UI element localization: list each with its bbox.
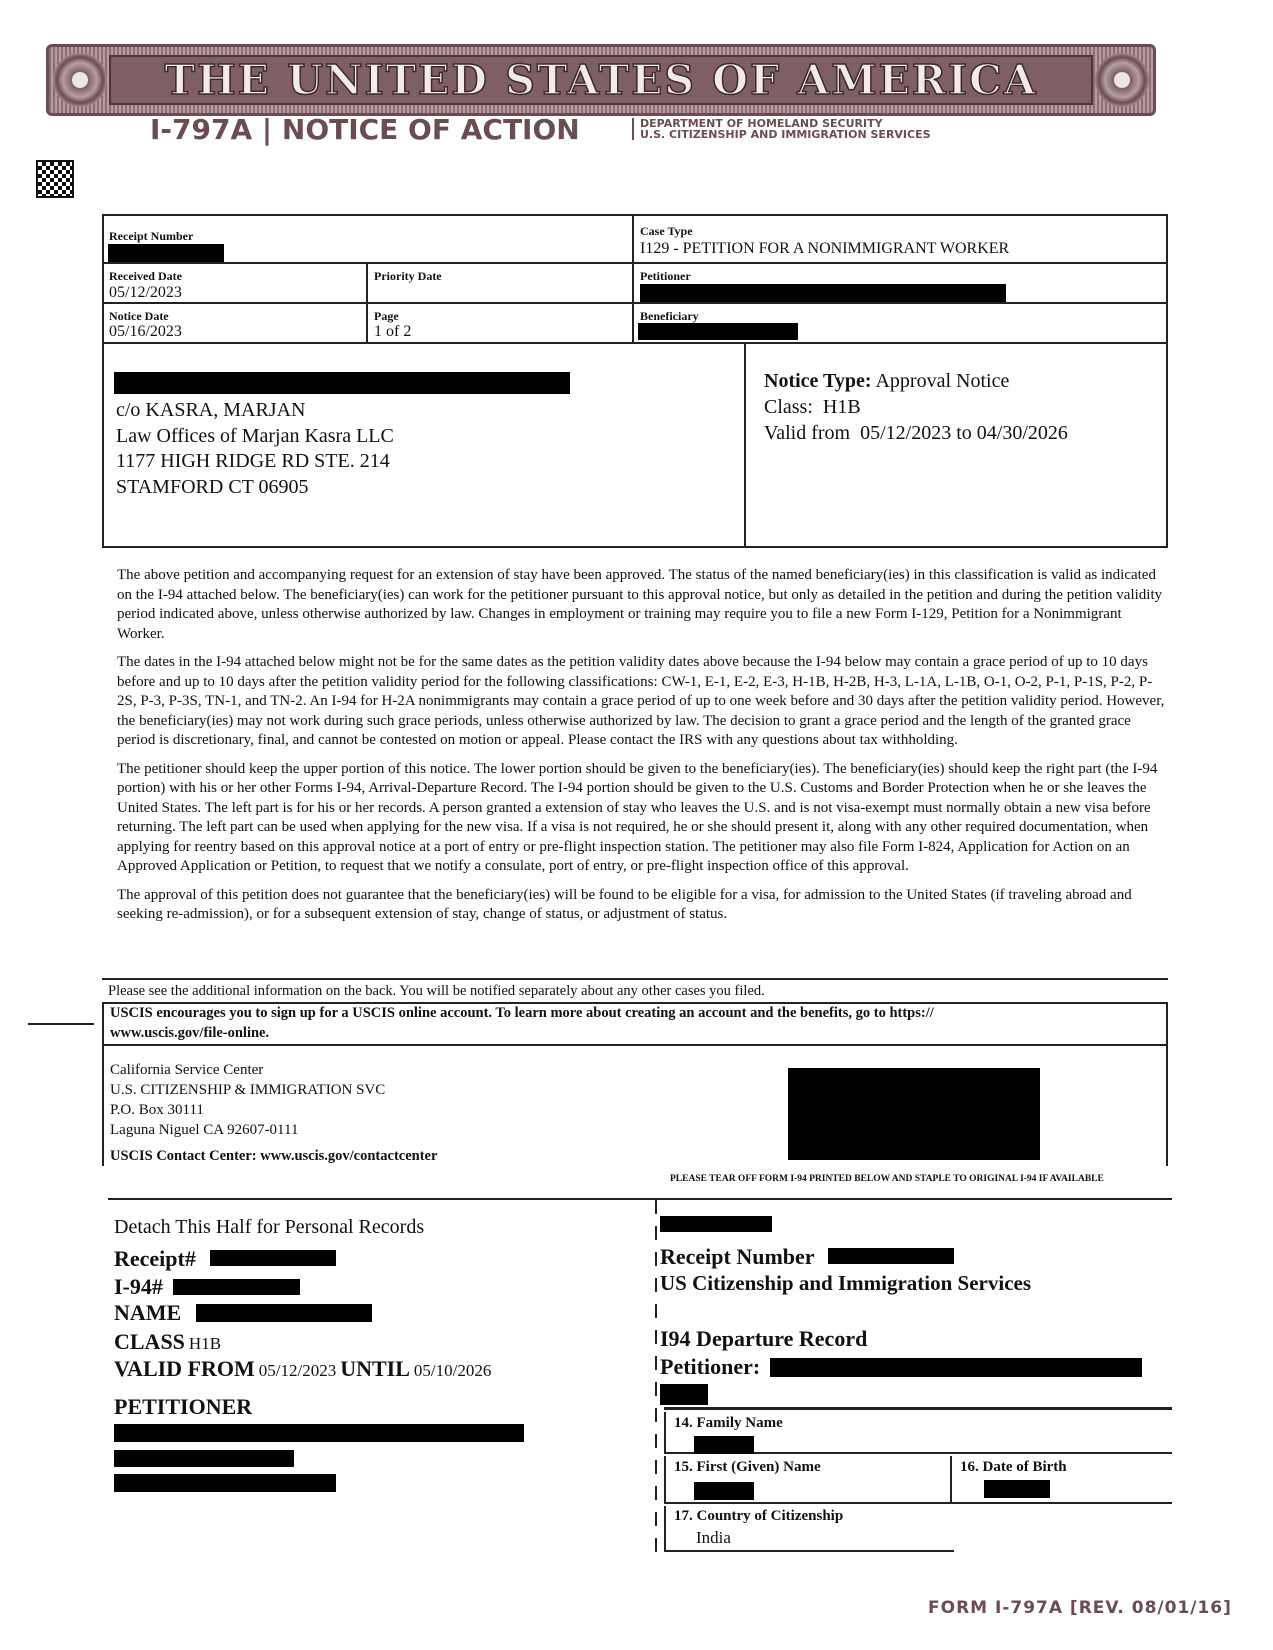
redacted-stub-petitioner-2 [114,1450,294,1467]
rosette-left-icon [53,53,107,107]
service-center-line-4: Laguna Niguel CA 92607-0111 [110,1122,299,1138]
class-label: Class: [764,396,813,418]
redacted-stub-petitioner-3 [114,1474,336,1492]
name-dob-row [664,1456,1172,1504]
redacted-receipt-number [108,244,224,262]
class-value: H1B [822,396,861,418]
family-name-field [664,1412,1172,1454]
paragraph-no-guarantee: The approval of this petition does not guarantee that the beneficiary(ies) will be found to be eligible for a visa, for admission to the United States (if traveling abroad and seeking re-admission), or for a subsequent extension of stay, change of status, or adjustment of status. [117,886,1132,922]
valid-to-label: to [956,422,972,444]
service-center-line-1: California Service Center [110,1062,264,1078]
online-account-box [102,1002,1168,1046]
stub-i94-label: I-94# [114,1274,163,1299]
service-center-line-2: U.S. CITIZENSHIP & IMMIGRATION SVC [110,1082,386,1098]
i94-record-title: I94 Departure Record [660,1326,868,1351]
i94-petitioner-label: Petitioner: [660,1354,761,1379]
header-banner [46,44,1156,116]
detach-title: Detach This Half for Personal Records [114,1216,425,1238]
stub-name-label: NAME [114,1300,182,1325]
beneficiary-label: Beneficiary [640,309,699,323]
service-center-line-3: P.O. Box 30111 [110,1102,204,1118]
perforation-line [655,1200,657,1556]
page-label: Page [374,309,399,323]
redacted-dob [984,1480,1050,1498]
page-value: 1 of 2 [374,323,412,340]
additional-info: Please see the additional information on the back. You will be notified separately about any other cases you filed. [108,983,765,999]
agency-line-1: DEPARTMENT OF HOMELAND SECURITY [640,117,883,130]
country-label: 17. Country of Citizenship [674,1508,844,1524]
dob-label: 16. Date of Birth [960,1459,1067,1475]
priority-date-cell [368,264,634,304]
address-line-1: c/o KASRA, MARJAN [116,399,306,421]
service-center-address [110,1060,385,1140]
i94-receipt-label: Receipt Number [660,1244,815,1269]
received-date-cell [104,264,368,304]
redacted-i94-petitioner-2 [660,1384,708,1405]
country-value: India [696,1528,731,1547]
paragraph-approval: The above petition and accompanying request for an extension of stay have been approved. The status of the named beneficiary(ies) in this classification is valid as indicated on the I-94 attached below. The beneficiary(ies) can work for the petitioner pursuant to this approval notice, but only as detailed in the petition and during the petition validity period indicated above, unless otherwise authorized by law. Changes in employment or training may require you to file a new Form I-129, Petition for a Nonimmigrant Worker. [117,567,1163,642]
contact-center[interactable]: USCIS Contact Center: www.uscis.gov/contactcenter [110,1148,438,1164]
service-center-box [102,1044,1168,1166]
banner-title: THE UNITED STATES OF AMERICA [164,56,1038,104]
petitioner-cell [634,264,1166,304]
redacted-stub-name [196,1304,372,1322]
redacted-i94-top [660,1216,772,1232]
receipt-number-label: Receipt Number [109,229,194,243]
notice-date-value: 05/16/2023 [109,323,182,340]
case-type-label: Case Type [640,224,693,238]
redacted-stub-receipt [210,1250,336,1266]
redacted-beneficiary [638,323,798,340]
paragraph-i94-dates: The dates in the I-94 attached below might not be for the same dates as the petition validity dates above because the I-94 below may contain a grace period of up to 10 days before and up to 10 days after the petition validity period for the following classifications: CW-1, E-1, E-2, E-3, H-1B, H-2B, H-3, L-1A, L-1B, O-1, O-2, P-1, P-1S, P-2, P-2S, P-3, P-3S, TN-1, and TN-2. An I-94 for H-2A nonimmigrants may contain a grace period of up to one week before and 30 days after the petition validity period. However, the beneficiary(ies) may not work during such grace periods, unless otherwise authorized by law. The decision to grant a grace period and the length of the granted grace period is discretionary, final, and cannot be contested on motion or appeal. Please contact the IRS with any questions about tax withholding. [117,654,1165,748]
address-line-3: 1177 HIGH RIDGE RD STE. 214 [116,450,390,472]
stub-class-label: CLASS [114,1329,185,1354]
online-account-link[interactable]: www.uscis.gov/file-online. [110,1025,270,1041]
redacted-family-name [694,1436,754,1454]
barcode-icon [36,160,74,198]
stub-valid-row [114,1356,491,1382]
redacted-signature-block [788,1068,1040,1160]
form-revision: FORM I-797A [REV. 08/01/16] [928,1598,1232,1618]
stub-receipt-label: Receipt# [114,1246,196,1271]
priority-date-label: Priority Date [374,269,442,283]
valid-from-value: 05/12/2023 [860,422,952,444]
agency-name [632,118,931,140]
address-line-4: STAMFORD CT 06905 [116,475,309,498]
case-type-cell [634,216,1166,264]
stub-valid-from-label: VALID FROM [114,1356,255,1381]
redacted-petitioner [640,284,1006,302]
agency-line-2: U.S. CITIZENSHIP AND IMMIGRATION SERVICES [640,128,931,141]
notice-body [117,566,1169,934]
address-line-2: Law Offices of Marjan Kasra LLC [116,424,394,447]
form-title: I-797A | NOTICE OF ACTION [150,113,580,146]
tear-off-instruction: PLEASE TEAR OFF FORM I-94 PRINTED BELOW AND STAPLE TO ORIGINAL I-94 IF AVAILABLE [670,1174,1104,1184]
stub-petitioner-label: PETITIONER [114,1394,253,1419]
stub-class-row [114,1329,221,1355]
received-date-label: Received Date [109,269,182,283]
stub-until-label: UNTIL [340,1356,410,1381]
valid-from-label: Valid from [764,422,851,444]
first-name-label: 15. First (Given) Name [674,1459,821,1475]
page-cell [368,304,634,342]
beneficiary-cell [634,304,1166,342]
valid-to-value: 04/30/2026 [976,422,1068,444]
case-type-value: I129 - PETITION FOR A NONIMMIGRANT WORKER [640,240,1010,257]
redacted-addressee [114,372,570,394]
address-notice-box [102,342,1168,548]
redacted-i94-petitioner [770,1358,1142,1377]
redacted-stub-petitioner-1 [114,1424,524,1442]
mailing-address [116,398,394,500]
notice-type-value: Approval Notice [875,370,1010,392]
family-name-label: 14. Family Name [674,1415,783,1431]
notice-date-cell [104,304,368,342]
case-info-grid [102,214,1168,344]
redacted-first-name [694,1482,754,1500]
i94-agency: US Citizenship and Immigration Services [660,1271,1032,1295]
redacted-i94-receipt [828,1248,954,1264]
stub-until-value: 05/10/2026 [413,1361,492,1380]
paragraph-keep-portions: The petitioner should keep the upper portion of this notice. The lower portion should be given to the beneficiary(ies). The beneficiary(ies) should keep the right part (the I-94 portion) with his or her other Forms I-94, Arrival-Departure Record. The I-94 portion should be given to the U.S. Customs and Border Protection when he or she leaves the United States. The left part is for his or her records. A person granted a extension of stay who leaves the U.S. and is not visa-exempt must normally obtain a new visa before returning. The left part can be used when applying for the new visa. If a visa is not required, he or she should present it, along with any other required documentation, when applying for reentry based on this approval notice at a port of entry or pre-flight inspection station. The petitioner may also file Form I-824, Application for Action on an Approved Application or Petition, to request that we notify a consulate, port of entry, or pre-flight inspection office of this approval. [117,760,1158,874]
received-date-value: 05/12/2023 [109,284,182,301]
notice-type-label: Notice Type: [764,370,872,392]
rosette-right-icon [1095,53,1149,107]
stub-class-value: H1B [188,1334,222,1353]
redacted-stub-i94 [173,1279,300,1295]
notice-type-block [764,368,1068,446]
stub-valid-from-value: 05/12/2023 [258,1361,337,1380]
online-account-text: USCIS encourages you to sign up for a USCIS online account. To learn more about creating an account and the benefits, go to https:// [110,1005,934,1021]
country-field [664,1506,954,1552]
petitioner-label: Petitioner [640,269,691,283]
receipt-number-cell [104,216,634,264]
notice-date-label: Notice Date [109,309,169,323]
